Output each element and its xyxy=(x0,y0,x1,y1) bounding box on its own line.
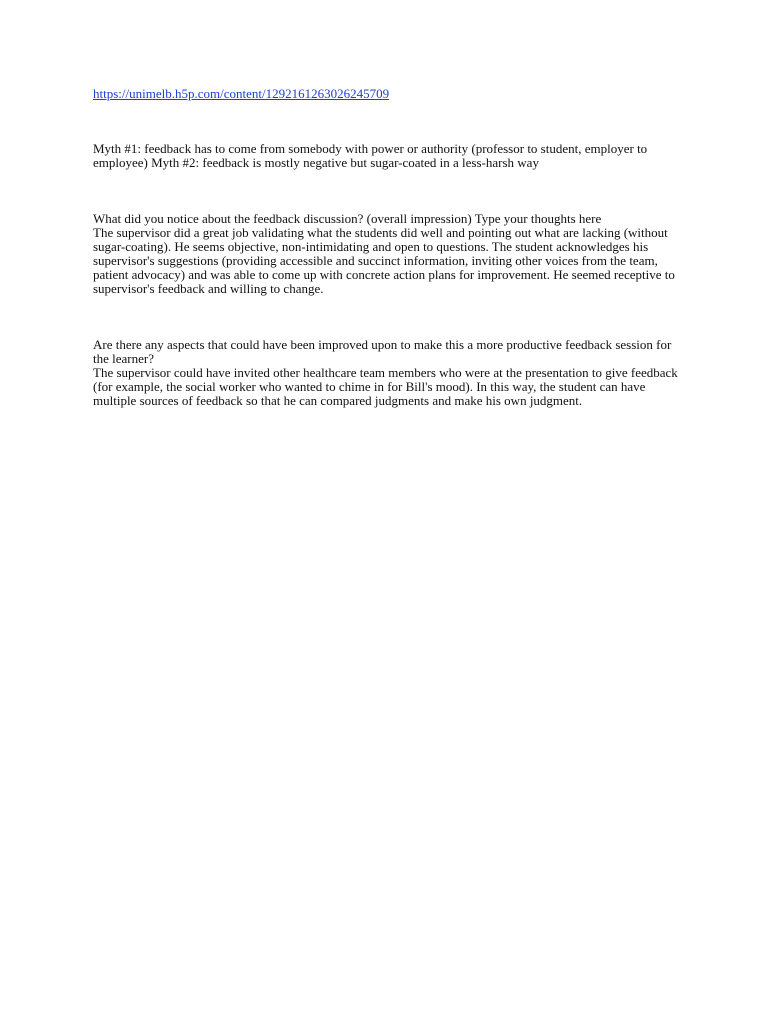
h5p-content-link[interactable]: https://unimelb.h5p.com/content/1292161263026245709 xyxy=(93,86,390,101)
myths-paragraph: Myth #1: feedback has to come from somebody with power or authority (professor to student, employer to employee) Myth #2: feedback is mostly negative but sugar-coated in a less-harsh way xyxy=(93,141,648,170)
impression-answer: The supervisor did a great job validating what the students did well and pointing out what are lacking (without sugar-coating). He seems objective, non-intimidating and open to questions. The student acknowledges his supervisor's suggestions (providing accessible and succinct information, inviting other voices from the team, patient advocacy) and was able to come up with concrete action plans for improvement. He seemed receptive to supervisor's feedback and willing to change. xyxy=(93,225,675,296)
impression-question: What did you notice about the feedback discussion? (overall impression) Type your thoughts here xyxy=(93,211,602,226)
link-block xyxy=(93,86,683,100)
improvement-section xyxy=(93,338,683,408)
feedback-impression-section xyxy=(93,212,683,296)
spacer xyxy=(93,100,683,142)
spacer xyxy=(93,296,683,338)
document-page xyxy=(93,86,683,408)
improvement-question: Are there any aspects that could have been improved upon to make this a more productive feedback session for the learner? xyxy=(93,337,672,366)
improvement-answer: The supervisor could have invited other healthcare team members who were at the presentation to give feedback (for example, the social worker who wanted to chime in for Bill's mood). In this way, the student can have multiple sources of feedback so that he can compared judgments and make his own judgment. xyxy=(93,365,678,408)
spacer xyxy=(93,170,683,212)
